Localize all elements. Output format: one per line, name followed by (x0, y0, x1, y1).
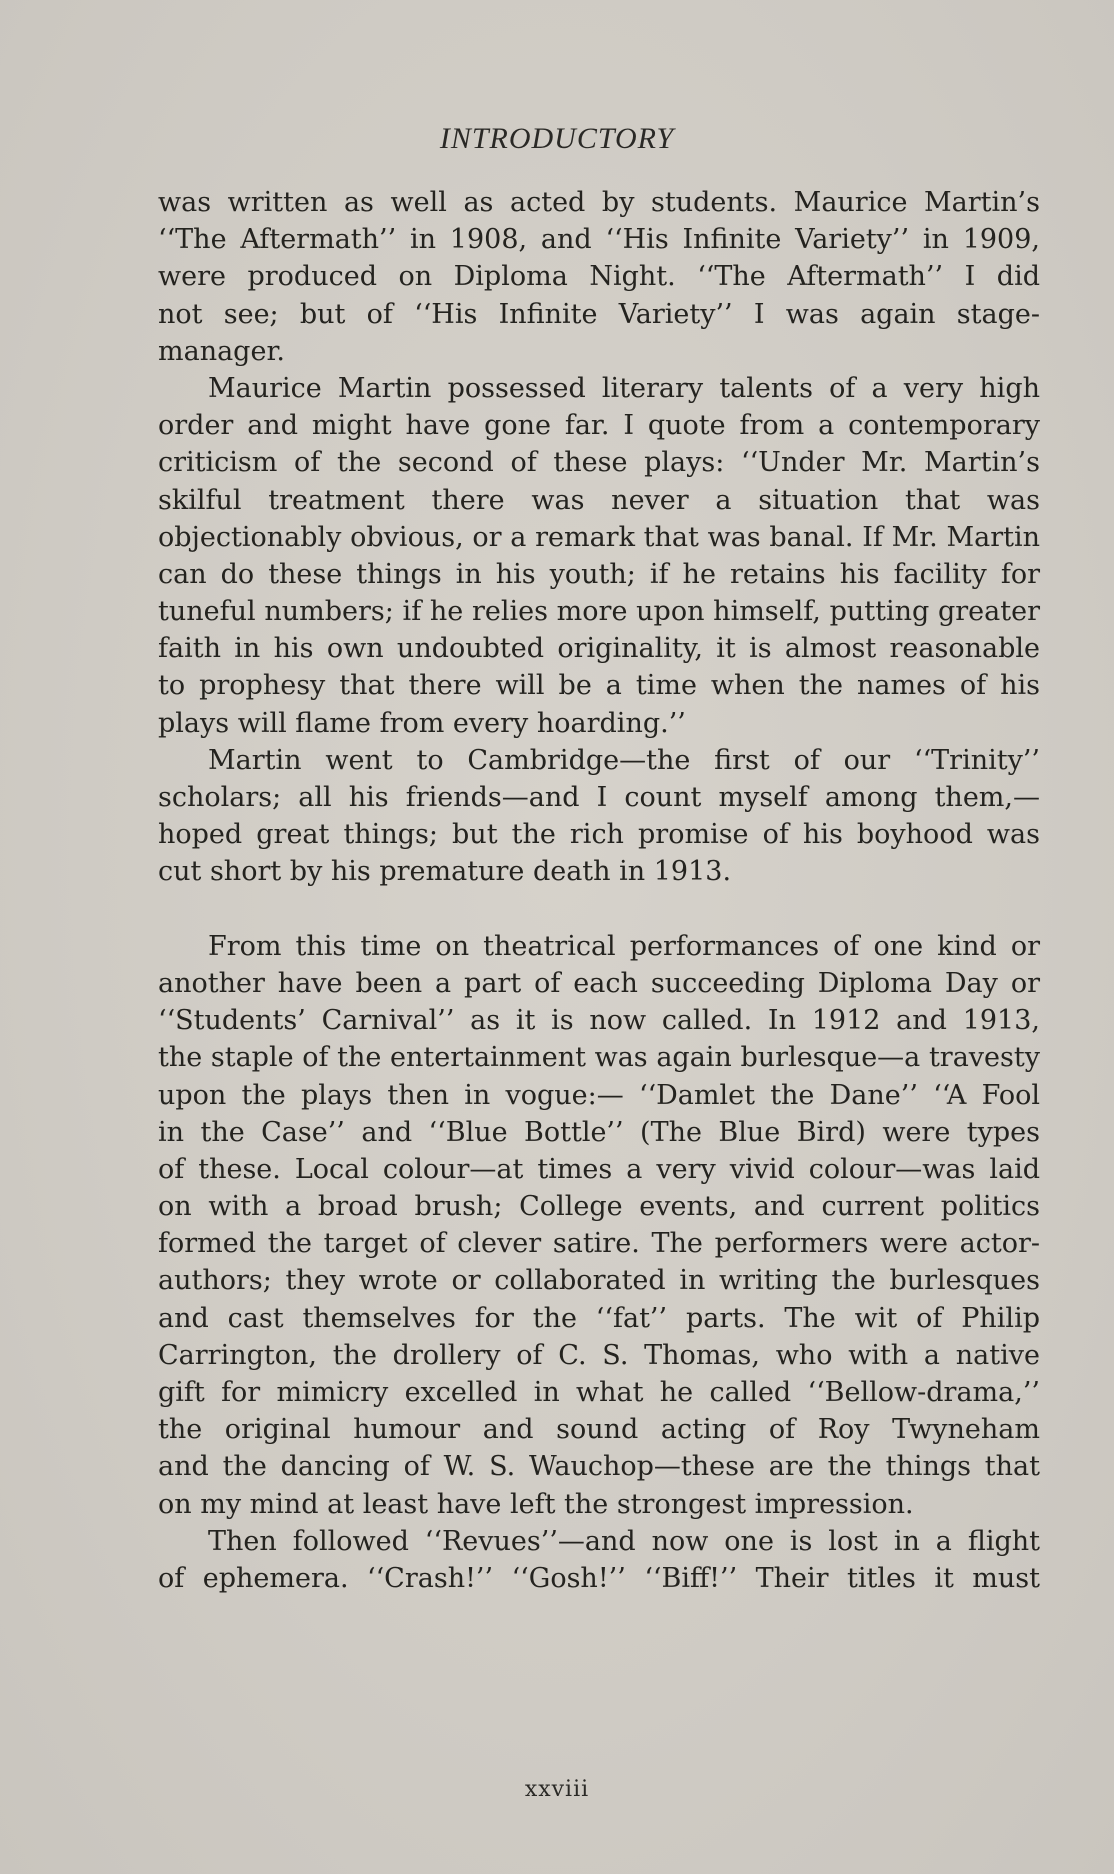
paragraph (158, 184, 1040, 370)
text-line: Maurice Martin possessed literary talents of a very high (208, 372, 1040, 404)
text-line: Martin went to Cambridge—the first of our ‘‘Trinity’’ (208, 744, 1040, 776)
text-line: were produced on Diploma Night. ‘‘The Aftermath’’ I did (158, 261, 1040, 293)
text-line: skilful treatment there was never a situation that was (158, 484, 1040, 516)
text-line: the staple of the entertainment was again burlesque—a travesty (158, 1042, 1040, 1074)
text-line: criticism of the second of these plays: ‘‘Under Mr. Martin’s (158, 447, 1040, 479)
text-line: ‘‘The Aftermath’’ in 1908, and ‘‘His Infinite Variety’’ in 1909, (158, 224, 1040, 256)
text-line: was written as well as acted by students. Maurice Martin’s (158, 187, 1040, 218)
text-line: scholars; all his friends—and I count myself among them,— (158, 782, 1040, 813)
section-break (158, 891, 1040, 928)
text-line: cut short by his premature death in 1913. (158, 856, 732, 888)
text-line: Then followed ‘‘Revues’’—and now one is lost in a flight (208, 1525, 1040, 1557)
paragraph (158, 1523, 1040, 1597)
text-line: faith in his own undoubted originality, it is almost reasonable (158, 633, 1040, 665)
text-line: another have been a part of each succeeding Diploma Day or (158, 967, 1040, 999)
running-head: INTRODUCTORY (439, 122, 675, 155)
text-line: in the Case’’ and ‘‘Blue Bottle’’ (The Blue Bird) were types (158, 1116, 1040, 1148)
text-line: not see; but of ‘‘His Infinite Variety’’ I was again stage- (158, 298, 1040, 330)
paragraph (158, 928, 1040, 1523)
body-text (158, 184, 1040, 1597)
text-line: of these. Local colour—at times a very vivid colour—was laid (158, 1153, 1040, 1185)
text-line: of ephemera. ‘‘Crash!’’ ‘‘Gosh!’’ ‘‘Biff!’’ Their titles it must (158, 1562, 1040, 1594)
text-line: Carrington, the drollery of C. S. Thomas, who with a native (158, 1339, 1040, 1371)
paragraph (158, 370, 1040, 742)
text-line: the original humour and sound acting of Roy Twyneham (158, 1414, 1040, 1446)
text-line: ‘‘Students’ Carnival’’ as it is now called. In 1912 and 1913, (158, 1005, 1040, 1037)
text-line: upon the plays then in vogue:— ‘‘Damlet the Dane’’ ‘‘A Fool (158, 1079, 1040, 1111)
text-line: plays will flame from every hoarding.’’ (158, 707, 686, 739)
text-line: order and might have gone far. I quote from a contemporary (158, 410, 1040, 442)
text-line: authors; they wrote or collaborated in writing the burlesques (158, 1265, 1040, 1297)
text-line: gift for mimicry excelled in what he called ‘‘Bellow-drama,’’ (158, 1377, 1040, 1408)
text-line: on my mind at least have left the strongest impression. (158, 1488, 914, 1520)
text-line: and the dancing of W. S. Wauchop—these are the things that (158, 1451, 1040, 1483)
text-line: can do these things in his youth; if he retains his facility for (158, 558, 1040, 590)
text-line: formed the target of clever satire. The performers were actor- (158, 1228, 1040, 1260)
text-line: on with a broad brush; College events, and current politics (158, 1191, 1040, 1223)
text-line: objectionably obvious, or a remark that was banal. If Mr. Martin (158, 521, 1040, 553)
text-line: to prophesy that there will be a time when the names of his (158, 670, 1040, 702)
text-line: From this time on theatrical performances of one kind or (208, 930, 1040, 962)
paragraph (158, 742, 1040, 891)
text-line: manager. (158, 335, 285, 367)
text-line: and cast themselves for the ‘‘fat’’ parts. The wit of Philip (158, 1302, 1040, 1334)
text-line: tuneful numbers; if he relies more upon himself, putting greater (158, 596, 1040, 628)
page-number: xxviii (524, 1777, 590, 1802)
text-line: hoped great things; but the rich promise of his boyhood was (158, 819, 1040, 851)
